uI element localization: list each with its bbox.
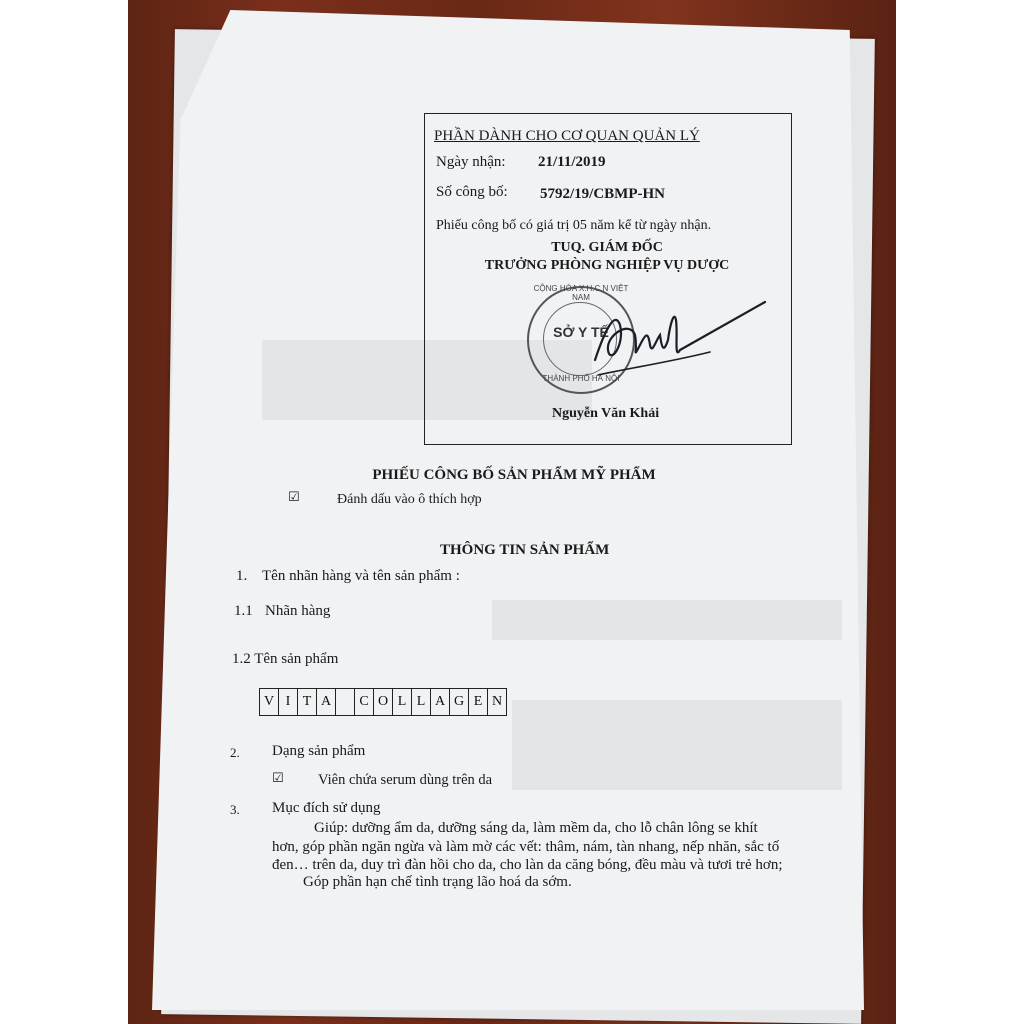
validity-note: Phiếu công bố có giá trị 05 năm kể từ ngày nhận. — [436, 218, 712, 233]
item-1-number: 1. — [236, 568, 248, 584]
product-name-box — [259, 688, 507, 716]
product-name-letter-cell — [336, 689, 355, 715]
declaration-number-label: Số công bố: — [436, 184, 508, 200]
product-name-letter-cell: A — [317, 689, 336, 715]
checkbox-checked-icon: ☑ — [288, 490, 300, 505]
stamp-center-text: SỞ Y TẾ — [553, 324, 609, 340]
product-name-letter-cell: L — [412, 689, 431, 715]
section-title: THÔNG TIN SẢN PHẨM — [440, 542, 610, 558]
product-name-letter-cell: G — [450, 689, 469, 715]
date-received-value: 21/11/2019 — [538, 154, 606, 170]
purpose-line-4: Góp phần hạn chế tình trạng lão hoá da sớm. — [303, 874, 572, 890]
item-2-number: 2. — [230, 745, 240, 760]
product-name-letter-cell: E — [469, 689, 488, 715]
product-name-letter-cell: C — [355, 689, 374, 715]
authority-line-2: TRƯỞNG PHÒNG NGHIỆP VỤ DƯỢC — [484, 258, 730, 273]
signer-name: Nguyễn Văn Khải — [552, 406, 660, 421]
purpose-line-1: Giúp: dưỡng ẩm da, dưỡng sáng da, làm mềm da, cho lỗ chân lông se khít — [314, 820, 758, 836]
signature-icon — [590, 290, 770, 390]
purpose-line-3: đen… trên da, duy trì đàn hồi cho da, cho làn da căng bóng, đều màu và tươi trẻ hơn; — [272, 857, 783, 873]
item-1-1-text: Nhãn hàng — [265, 603, 331, 619]
product-name-letter-cell: A — [431, 689, 450, 715]
item-1-2-text: 1.2 Tên sản phẩm — [232, 651, 339, 667]
admin-section-title: PHẦN DÀNH CHO CƠ QUAN QUẢN LÝ — [434, 128, 700, 144]
product-name-letter-cell: N — [491, 694, 503, 709]
purpose-line-2: hơn, góp phần ngăn ngừa và làm mờ các vết: thâm, nám, tàn nhang, nếp nhăn, sắc tố — [272, 839, 780, 855]
item-1-1-number: 1.1 — [234, 603, 253, 619]
item-2-text: Dạng sản phẩm — [272, 743, 366, 759]
checkbox-instruction: Đánh dấu vào ô thích hợp — [337, 492, 482, 507]
product-name-letter-cell: V — [260, 689, 279, 715]
product-name-letter-cell: L — [393, 689, 412, 715]
item-2-option: Viên chứa serum dùng trên da — [318, 772, 493, 788]
product-name-letter-cell: I — [279, 689, 298, 715]
date-received-label: Ngày nhận: — [436, 154, 506, 170]
declaration-number-value: 5792/19/CBMP-HN — [540, 186, 665, 202]
bleed-through-table-2 — [512, 700, 842, 790]
stamp-ring-top-text: CỘNG HÒA X.H.C.N VIỆT NAM — [533, 284, 629, 302]
item-3-number: 3. — [230, 802, 240, 817]
document-title: PHIẾU CÔNG BỐ SẢN PHẨM MỸ PHẨM — [372, 467, 656, 483]
item-1-text: Tên nhãn hàng và tên sản phẩm : — [262, 568, 460, 584]
bleed-through-text — [492, 600, 842, 640]
product-name-letter-cell: T — [298, 689, 317, 715]
product-name-letter-cell: O — [374, 689, 393, 715]
stamp-ring-bottom-text: THÀNH PHỐ HÀ NỘI — [542, 374, 620, 383]
item-3-text: Mục đích sử dụng — [272, 800, 381, 816]
authority-line-1: TUQ. GIÁM ĐỐC — [551, 240, 663, 255]
checkbox-checked-icon: ☑ — [272, 771, 284, 786]
